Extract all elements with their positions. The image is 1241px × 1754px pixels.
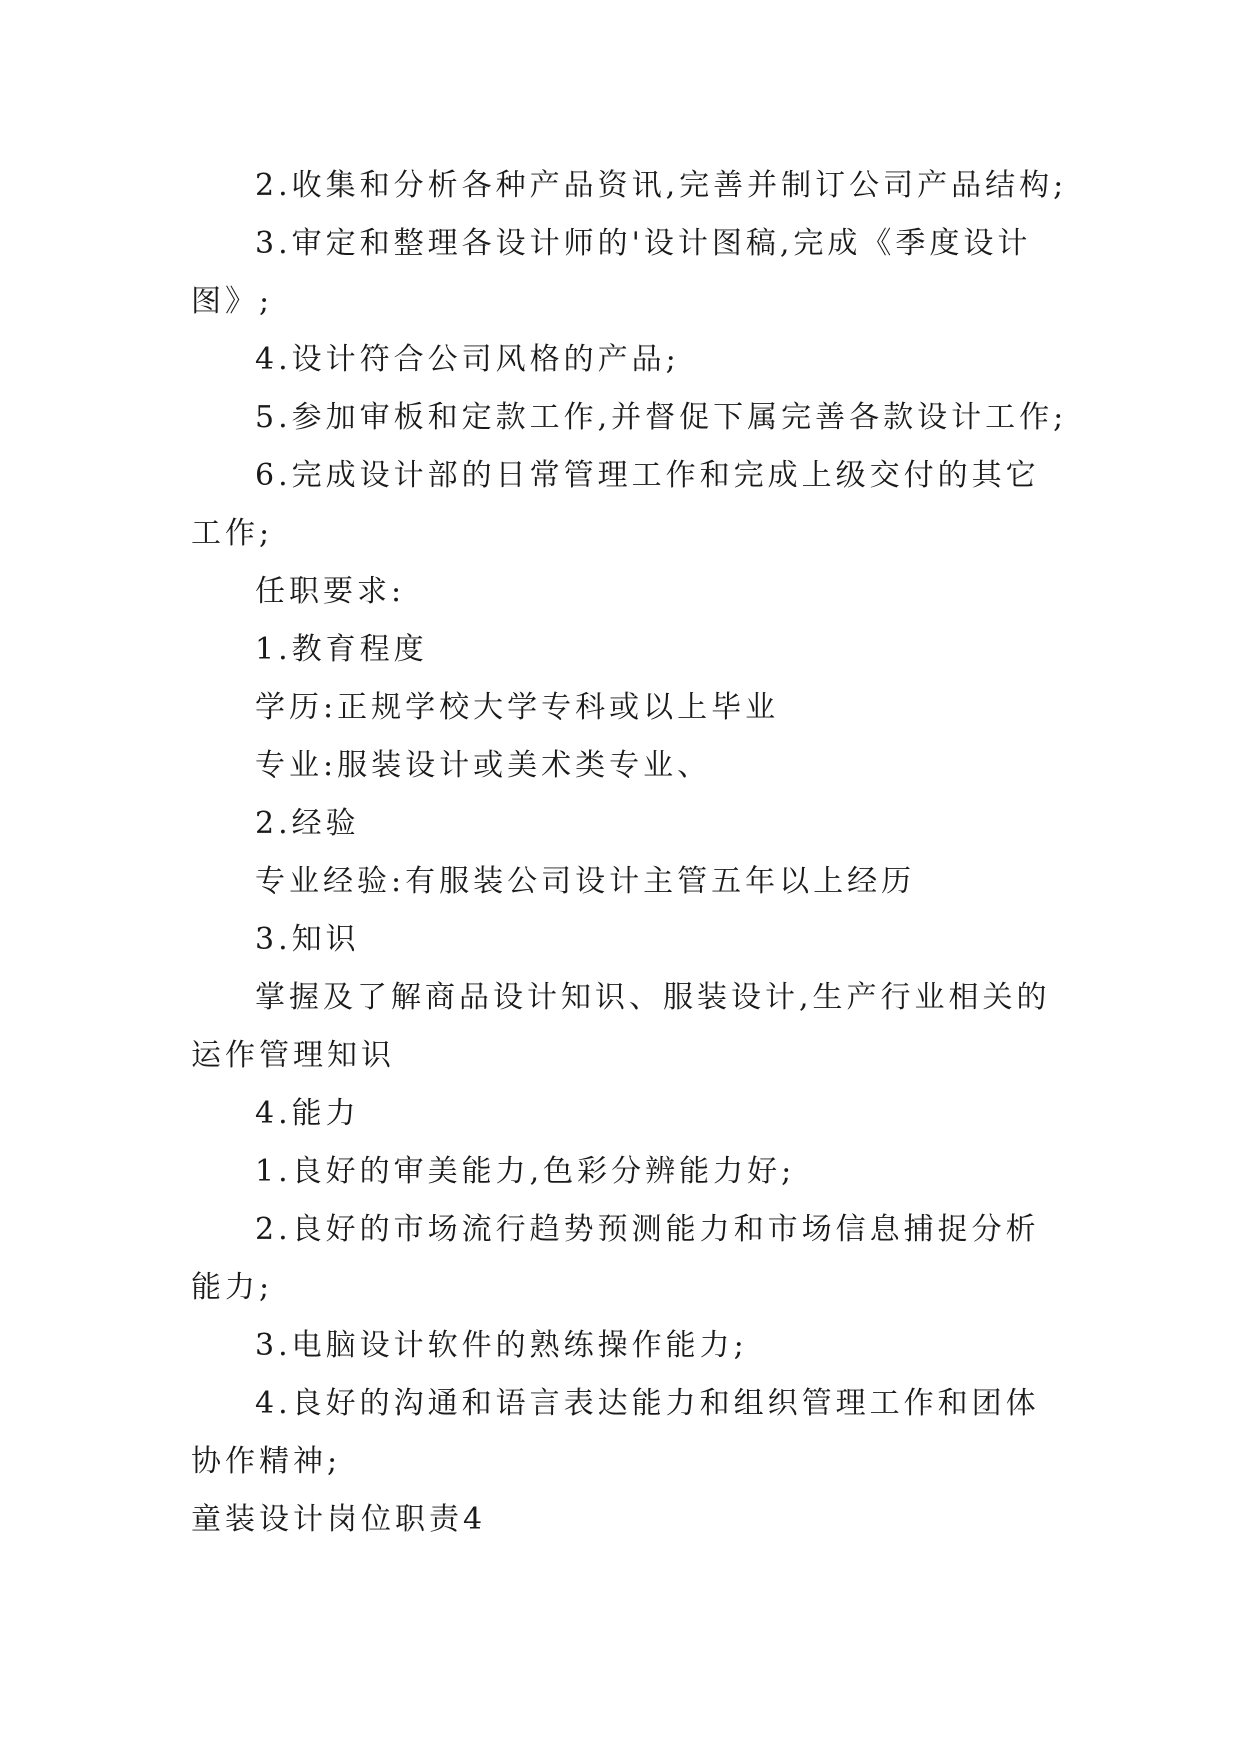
- duty-item-2: 2.收集和分析各种产品资讯,完善并制订公司产品结构;: [255, 168, 1068, 203]
- ability-item-2: 2.良好的市场流行趋势预测能力和市场信息捕捉分析: [255, 1212, 1040, 1247]
- ability-item-4-continuation: 协作精神;: [191, 1444, 342, 1479]
- requirement-experience: 2.经验: [255, 806, 360, 841]
- requirement-knowledge: 3.知识: [255, 922, 360, 957]
- requirement-education: 1.教育程度: [255, 632, 428, 667]
- duty-item-3: 3.审定和整理各设计师的'设计图稿,完成《季度设计: [255, 226, 1032, 261]
- section-heading: 童装设计岗位职责4: [191, 1502, 487, 1537]
- ability-item-2-continuation: 能力;: [191, 1270, 274, 1305]
- requirement-knowledge-detail: 掌握及了解商品设计知识、服装设计,生产行业相关的: [255, 980, 1051, 1015]
- document-body: [191, 157, 1068, 1549]
- duty-item-6-continuation: 工作;: [191, 516, 274, 551]
- ability-item-1: 1.良好的审美能力,色彩分辨能力好;: [255, 1154, 796, 1189]
- ability-item-3: 3.电脑设计软件的熟练操作能力;: [255, 1328, 748, 1363]
- ability-item-4: 4.良好的沟通和语言表达能力和组织管理工作和团体: [255, 1386, 1040, 1421]
- requirement-experience-detail: 专业经验:有服装公司设计主管五年以上经历: [255, 864, 916, 899]
- requirement-education-major: 专业:服装设计或美术类专业、: [255, 748, 712, 783]
- duty-item-4: 4.设计符合公司风格的产品;: [255, 342, 680, 377]
- duty-item-3-continuation: 图》;: [191, 284, 274, 319]
- requirement-knowledge-detail-continuation: 运作管理知识: [191, 1038, 395, 1073]
- duty-item-5: 5.参加审板和定款工作,并督促下属完善各款设计工作;: [255, 400, 1068, 435]
- duty-item-6: 6.完成设计部的日常管理工作和完成上级交付的其它: [255, 458, 1040, 493]
- requirement-ability: 4.能力: [255, 1096, 360, 1131]
- requirements-title: 任职要求:: [255, 574, 406, 609]
- requirement-education-degree: 学历:正规学校大学专科或以上毕业: [255, 690, 780, 725]
